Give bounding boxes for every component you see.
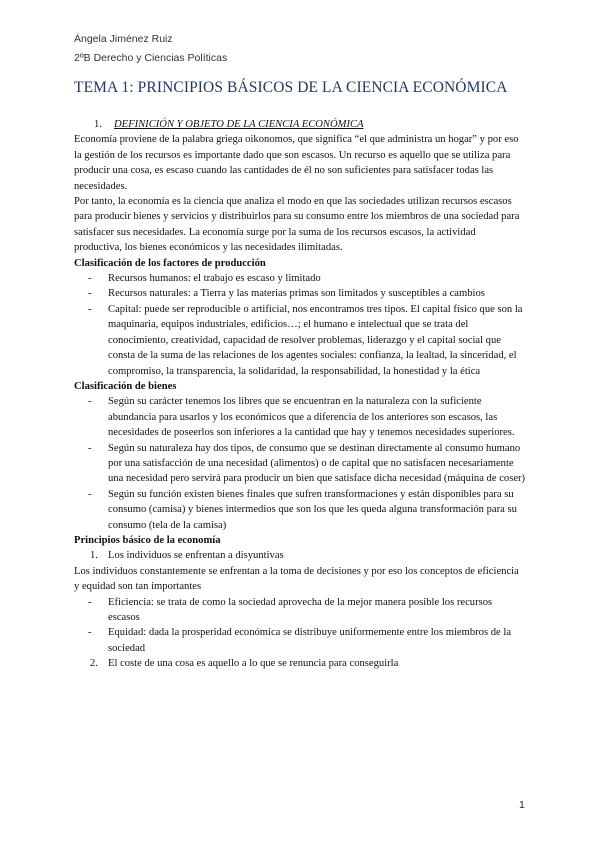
paragraph-definition: Economía proviene de la palabra griega oikonomos, que significa “el que administra un hogar” y por eso la gestión de los recursos es importante dado que son escasos. Un recurso es aquello que se utiliza para producir una cosa, es escaso cuando las cantidades de él no son suficientes para satisfacer todas las necesidades. bbox=[74, 134, 519, 192]
list-item: - Equidad: dada la prosperidad económica se distribuye uniformemente entre los miembros de la sociedad bbox=[88, 627, 512, 654]
header-author: Ángela Jiménez Ruiz bbox=[74, 33, 173, 45]
dash-bullet: - bbox=[88, 288, 92, 300]
item-number: 1. bbox=[90, 550, 98, 562]
section-title: DEFINICIÓN Y OBJETO DE LA CIENCIA ECONÓMICA bbox=[114, 119, 364, 130]
list-item: - Según su función existen bienes finales que sufren transformaciones y están disponibles para su consumo (camisa) y bienes intermedios que son los que les queda alguna transformación para su consumo (tela de la camisa) bbox=[88, 488, 517, 531]
numbered-item: 2. El coste de una cosa es aquello a lo que se renuncia para conseguirla bbox=[74, 656, 526, 671]
principles-sublist bbox=[74, 595, 526, 657]
goods-heading: Clasificación de bienes bbox=[74, 380, 177, 392]
list-item: - Recursos humanos: el trabajo es escaso y limitado bbox=[74, 271, 526, 286]
dash-bullet: - bbox=[88, 488, 92, 500]
factors-heading: Clasificación de los factores de producción bbox=[74, 257, 266, 269]
section-heading bbox=[74, 117, 526, 132]
principles-heading: Principios básico de la economía bbox=[74, 534, 221, 546]
dash-bullet: - bbox=[88, 627, 92, 639]
list-item: - Según su naturaleza hay dos tipos, de consumo que se destinan directamente al consumo humano por una satisfacción de una necesidad (alimentos) o de capital que no satisfacen necesariamente una necesidad pero servirá para producir un bien que satisface dicha necesidad (máquina de coser) bbox=[88, 442, 526, 485]
paragraph-economy: Por tanto, la economía es la ciencia que analiza el modo en que las sociedades utilizan recursos escasos para producir bienes y servicios y distribuirlos para su consumo entre los miembros de una sociedad para satisfacer sus necesidades. La economía surge por la suma de los recursos escasos, la actividad productiva, los bienes económicos y las necesidades ilimitadas. bbox=[74, 196, 520, 254]
dash-bullet: - bbox=[88, 303, 92, 315]
page-number: 1 bbox=[519, 799, 525, 811]
page-title: TEMA 1: PRINCIPIOS BÁSICOS DE LA CIENCIA ECONÓMICA bbox=[74, 79, 508, 96]
list-item: - Capital: puede ser reproducible o artificial, nos encontramos tres tipos. El capital físico que son la maquinaria, equipos industriales, edificios…; el humano e intelectual que se trata del conocimiento, creatividad, capacidad de resolver problemas, liderazgo y el capital social que consta de la suma de las relaciones de los agentes sociales: confianza, la lealtad, la sinceridad, el compromiso, la transparencia, la solidaridad, la responsabilidad, la honestidad y la ética bbox=[88, 303, 523, 377]
goods-list bbox=[74, 394, 526, 533]
list-item: - Recursos naturales: a Tierra y las materias primas son limitados y susceptibles a cambios bbox=[74, 286, 526, 301]
dash-bullet: - bbox=[88, 273, 92, 285]
list-item: - Eficiencia: se trata de como la sociedad aprovecha de la mejor manera posible los recursos escasos bbox=[88, 596, 493, 623]
factors-list bbox=[74, 271, 526, 379]
item-number: 2. bbox=[90, 658, 98, 670]
numbered-item: 1. Los individuos se enfrentan a disyuntivas bbox=[74, 548, 526, 563]
header-course: 2ºB Derecho y Ciencias Políticas bbox=[74, 52, 228, 64]
paragraph-principles-intro: Los individuos constantemente se enfrentan a la toma de decisiones y por eso los conceptos de eficiencia y equidad son tan importantes bbox=[74, 565, 519, 593]
document-body bbox=[74, 117, 526, 672]
dash-bullet: - bbox=[88, 442, 92, 454]
dash-bullet: - bbox=[88, 596, 92, 608]
section-number: 1. bbox=[94, 119, 102, 130]
list-item: - Según su carácter tenemos los libres que se encuentran en la naturaleza con la suficiente abundancia para usarlos y los económicos que a diferencia de los anteriores son escasos, las necesidades de poseerlos son inferiores a la cantidad que hay y tenemos necesidades superiores. bbox=[88, 396, 515, 439]
dash-bullet: - bbox=[88, 396, 92, 408]
